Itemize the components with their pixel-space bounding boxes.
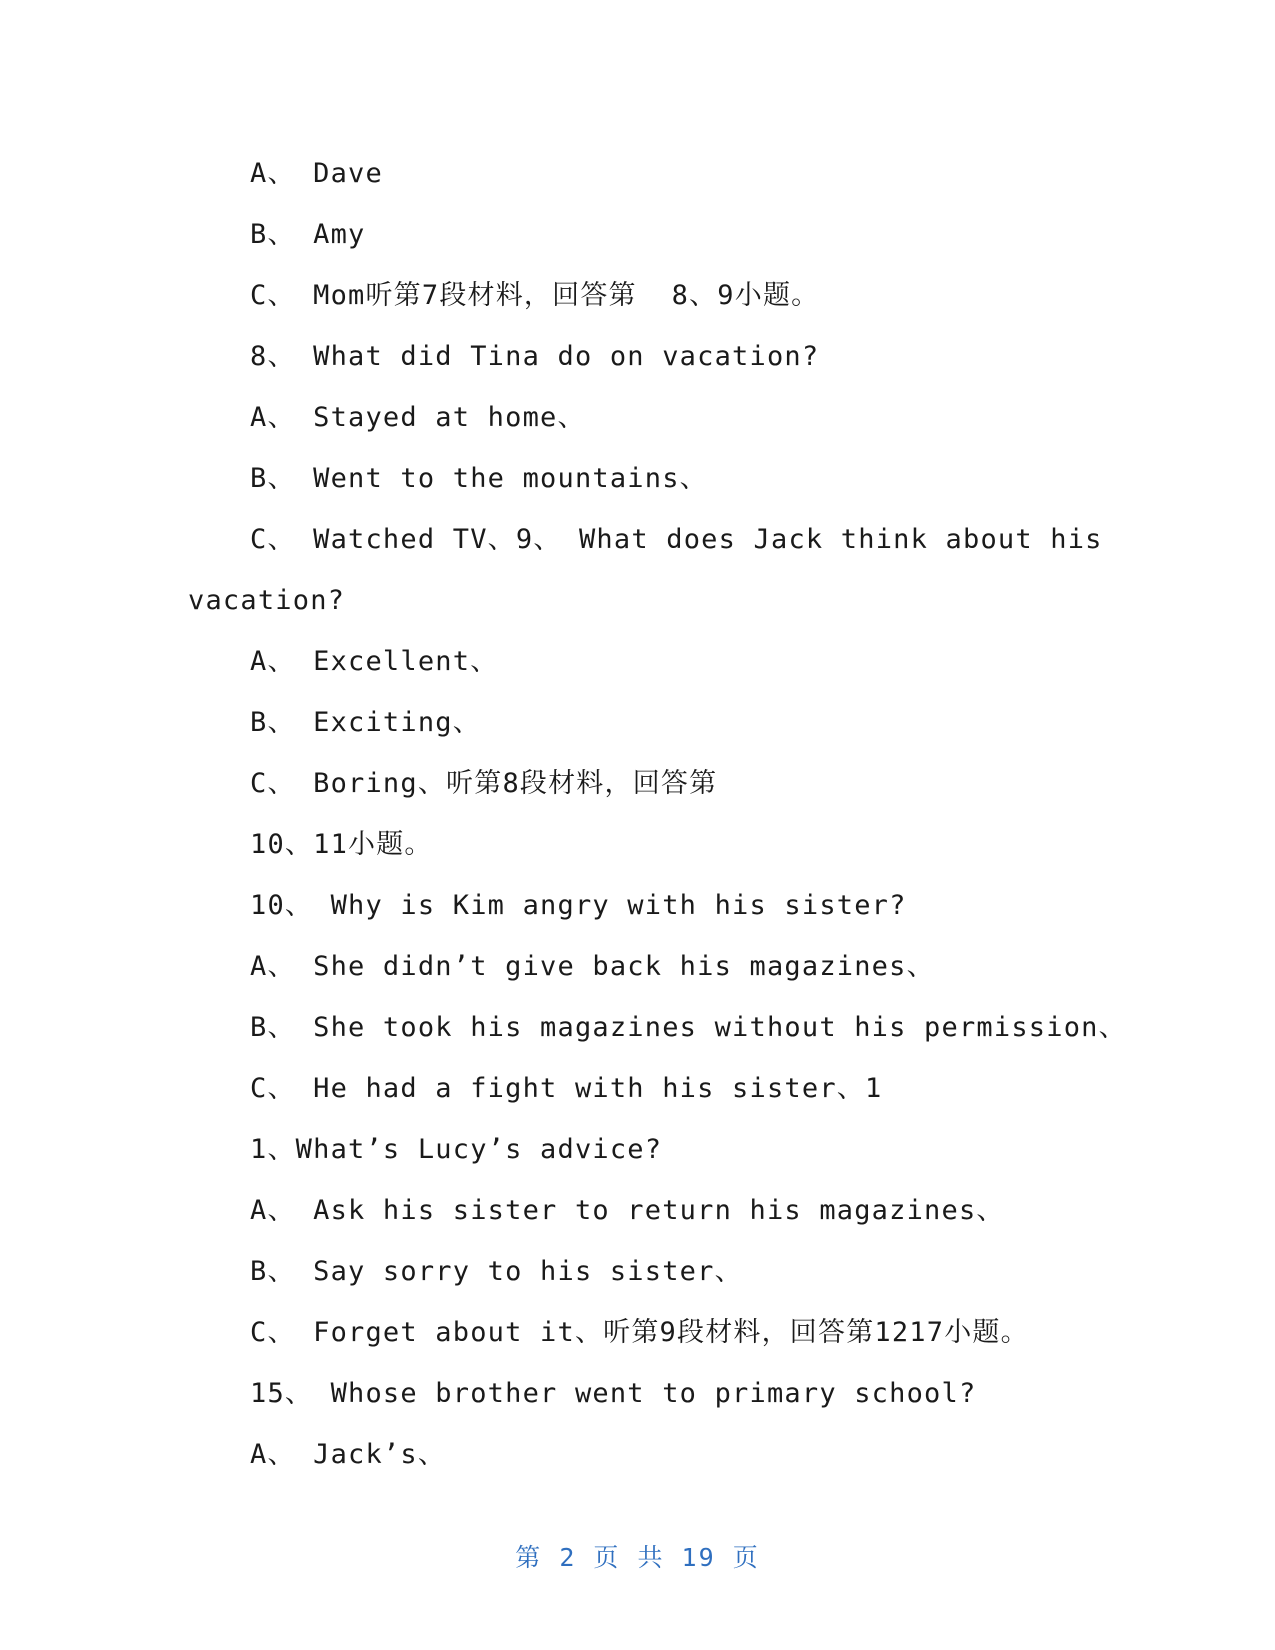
answer-option: B、 Exciting、: [250, 707, 481, 738]
answer-option: B、 Went to the mountains、: [250, 463, 708, 494]
answer-option: A、 Ask his sister to return his magazines、: [250, 1195, 1005, 1226]
section-instruction: 10、11小题。: [250, 829, 433, 860]
answer-option: C、 Forget about it、听第9段材料，回答第1217小题。: [250, 1317, 1029, 1348]
answer-option: C、 Boring、听第8段材料，回答第: [250, 768, 718, 799]
question-continuation: vacation?: [188, 585, 346, 616]
document-body: [188, 143, 1127, 1485]
answer-option: C、 Mom听第7段材料，回答第 8、9小题。: [250, 280, 820, 311]
question-line: 15、 Whose brother went to primary school?: [250, 1378, 977, 1409]
answer-option: C、 He had a fight with his sister、1: [250, 1073, 883, 1104]
answer-option: A、 Stayed at home、: [250, 402, 586, 433]
answer-option: A、 Excellent、: [250, 646, 499, 677]
answer-option: B、 Amy: [250, 219, 366, 250]
answer-option: A、 Jack’s、: [250, 1439, 447, 1470]
answer-option: A、 She didn’t give back his magazines、: [250, 951, 935, 982]
question-line: 1、What’s Lucy’s advice?: [250, 1134, 663, 1165]
question-line: 8、 What did Tina do on vacation?: [250, 341, 820, 372]
answer-option: C、 Watched TV、9、 What does Jack think about his: [250, 524, 1103, 555]
page-number-footer: 第 2 页 共 19 页: [515, 1543, 760, 1572]
answer-option: B、 Say sorry to his sister、: [250, 1256, 743, 1287]
answer-option: B、 She took his magazines without his permission、: [250, 1012, 1127, 1043]
question-line: 10、 Why is Kim angry with his sister?: [250, 890, 907, 921]
answer-option: A、 Dave: [250, 158, 383, 189]
